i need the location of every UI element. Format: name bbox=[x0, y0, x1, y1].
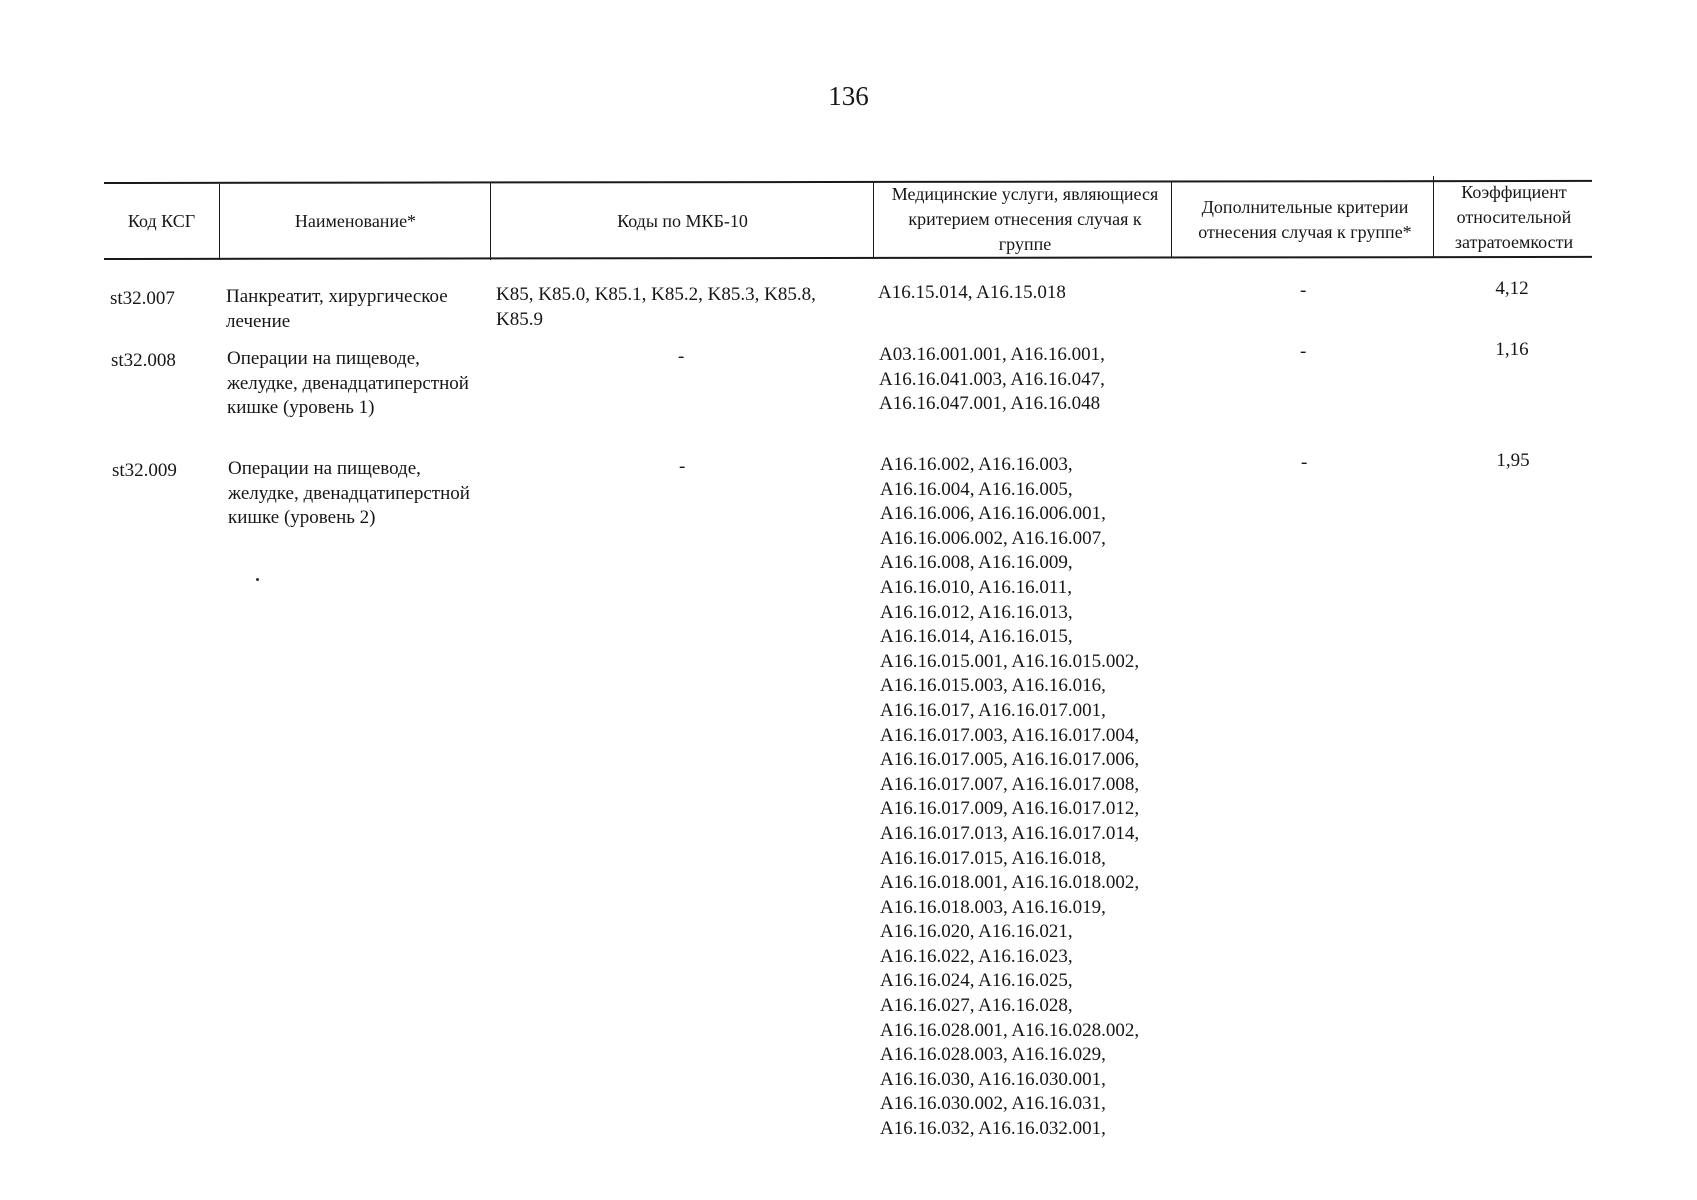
service-line: A16.16.017.009, A16.16.017.012, bbox=[880, 798, 1140, 820]
service-line: A16.16.006, A16.16.006.001, bbox=[880, 503, 1106, 525]
row-services bbox=[878, 281, 1178, 306]
row-code: st32.007 bbox=[110, 288, 175, 309]
service-line: A16.16.028.001, A16.16.028.002, bbox=[880, 1019, 1140, 1041]
row-name: Операции на пищеводе, желудке, двенадцатиперстной кишке (уровень 2) bbox=[228, 458, 470, 529]
header-name: Наименование* bbox=[294, 210, 417, 231]
service-line: A16.16.018.001, A16.16.018.002, bbox=[880, 872, 1140, 894]
header-criteria: Дополнительные критерии отнесения случая к группе* bbox=[1198, 197, 1412, 242]
service-line: A16.16.017.005, A16.16.017.006, bbox=[880, 749, 1140, 771]
header-divider bbox=[1433, 176, 1434, 258]
row-code: st32.008 bbox=[111, 350, 176, 371]
header-services: Медицинские услуги, являющиеся критерием отнесения случая к группе bbox=[891, 183, 1159, 254]
service-line: A16.16.008, A16.16.009, bbox=[880, 552, 1073, 574]
service-line: A16.16.028.003, A16.16.029, bbox=[880, 1044, 1106, 1066]
service-line: A16.16.017, A16.16.017.001, bbox=[880, 699, 1106, 721]
service-line: A16.16.027, A16.16.028, bbox=[880, 995, 1073, 1017]
service-line: A16.15.014, A16.15.018 bbox=[878, 282, 1066, 303]
service-line: A03.16.001.001, A16.16.001, bbox=[879, 344, 1105, 365]
service-line: A16.16.030.002, A16.16.031, bbox=[880, 1093, 1106, 1115]
row-icd: - bbox=[678, 346, 685, 367]
service-line: A16.16.030, A16.16.030.001, bbox=[880, 1068, 1106, 1090]
row-criteria: - bbox=[1301, 452, 1308, 473]
service-line: A16.16.047.001, A16.16.048 bbox=[879, 393, 1101, 415]
service-line: A16.16.015.003, A16.16.016, bbox=[880, 675, 1106, 697]
scan-speck bbox=[256, 578, 259, 581]
service-line: A16.16.018.003, A16.16.019, bbox=[880, 896, 1106, 918]
page-number: 136 bbox=[828, 81, 869, 111]
service-line: A16.16.017.013, A16.16.017.014, bbox=[880, 822, 1140, 844]
service-line: A16.16.002, A16.16.003, bbox=[880, 454, 1073, 475]
row-name: Панкреатит, хирургическое лечение bbox=[226, 286, 448, 332]
service-line: A16.16.017.007, A16.16.017.008, bbox=[880, 773, 1140, 795]
row-code: st32.009 bbox=[112, 460, 177, 481]
row-icd: K85, K85.0, K85.1, K85.2, K85.3, K85.8, K85.9 bbox=[496, 284, 816, 330]
header-code: Код КСГ bbox=[127, 210, 196, 231]
service-line: A16.16.017.003, A16.16.017.004, bbox=[880, 724, 1140, 746]
service-line: A16.16.015.001, A16.16.015.002, bbox=[880, 650, 1140, 672]
service-line: A16.16.024, A16.16.025, bbox=[880, 970, 1073, 992]
header-divider bbox=[1171, 181, 1172, 258]
service-line: A16.16.041.003, A16.16.047, bbox=[879, 368, 1105, 390]
service-line: A16.16.017.015, A16.16.018, bbox=[880, 847, 1106, 869]
header-divider bbox=[873, 182, 874, 259]
row-criteria: - bbox=[1300, 280, 1307, 301]
service-line: A16.16.010, A16.16.011, bbox=[880, 576, 1072, 598]
row-coef: 1,95 bbox=[1496, 450, 1530, 471]
service-line: A16.16.014, A16.16.015, bbox=[880, 626, 1073, 648]
service-line: A16.16.012, A16.16.013, bbox=[880, 601, 1073, 623]
service-line: A16.16.032, A16.16.032.001, bbox=[880, 1118, 1106, 1140]
service-line: A16.16.022, A16.16.023, bbox=[880, 945, 1073, 967]
row-name: Операции на пищеводе, желудке, двенадцатиперстной кишке (уровень 1) bbox=[227, 348, 469, 419]
row-coef: 4,12 bbox=[1495, 278, 1529, 299]
header-coef: Коэффициент относительной затратоемкости bbox=[1454, 181, 1574, 252]
service-line: A16.16.020, A16.16.021, bbox=[880, 921, 1073, 943]
row-criteria: - bbox=[1300, 341, 1307, 362]
row-icd: - bbox=[679, 456, 686, 477]
row-services bbox=[879, 343, 1179, 417]
header-icd: Коды по МКБ-10 bbox=[617, 210, 748, 231]
row-coef: 1,16 bbox=[1495, 339, 1529, 360]
service-line: A16.16.004, A16.16.005, bbox=[880, 478, 1073, 500]
row-services bbox=[880, 453, 1190, 1142]
service-line: A16.16.006.002, A16.16.007, bbox=[880, 527, 1106, 549]
